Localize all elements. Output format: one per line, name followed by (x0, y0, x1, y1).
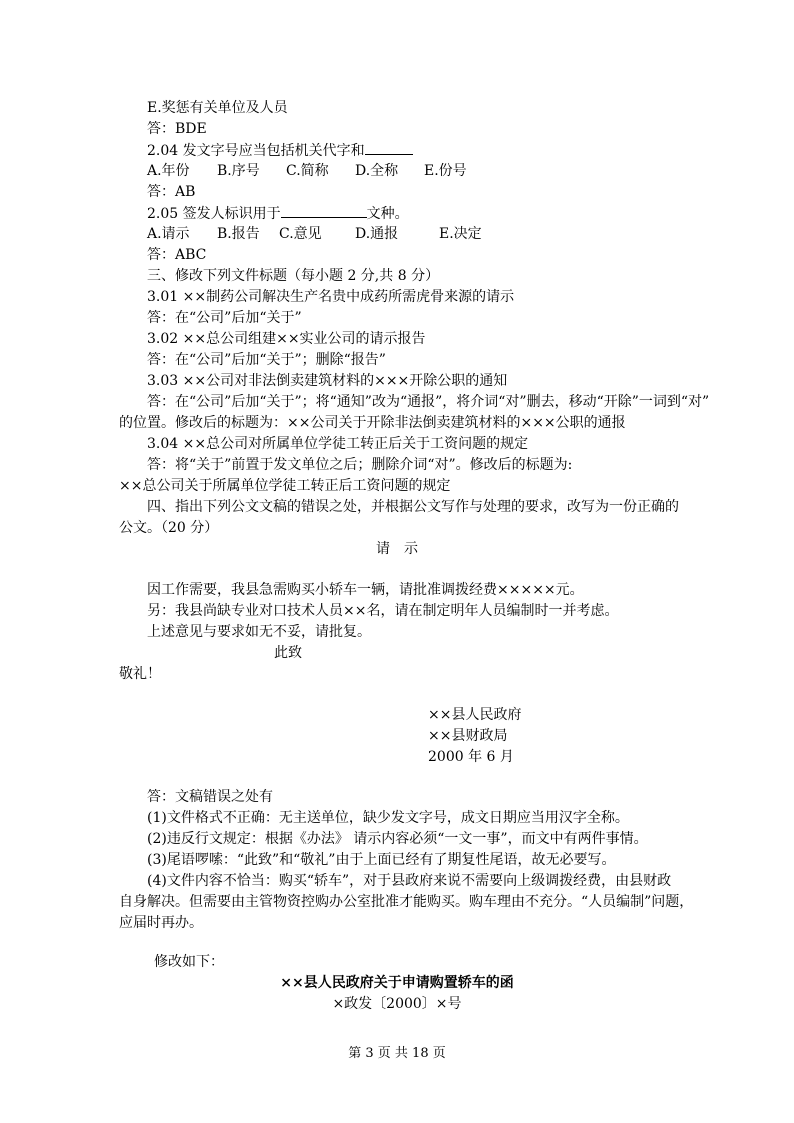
option: C.意见 (279, 226, 322, 242)
answer-abc: 答：ABC (147, 247, 207, 263)
error-4-line3: 应届时再办。 (119, 915, 203, 931)
answer-3-02: 答：在“公司”后加“关于”；删除“报告” (147, 352, 386, 368)
section-3-heading: 三、修改下列文件标题（每小题 2 分,共 8 分） (147, 268, 440, 284)
question-2-05-text: 2.05 签发人标识用于 (147, 206, 281, 222)
question-2-04 (147, 140, 413, 161)
option: B.报告 (217, 226, 260, 242)
section-4-heading-line1: 四、指出下列公文文稿的错误之处，并根据公文写作与处理的要求，改写为一份正确的 (147, 499, 679, 515)
draft-paragraph-2: 另：我县尚缺专业对口技术人员××名，请在制定明年人员编制时一并考虑。 (147, 603, 619, 619)
draft-paragraph-3: 上述意见与要求如无不妥，请批复。 (147, 624, 371, 640)
option: B.序号 (217, 163, 260, 179)
question-3-01: 3.01 ××制药公司解决生产名贵中成药所需虎骨来源的请示 (147, 289, 515, 305)
option: C.简称 (286, 163, 329, 179)
revised-label: 修改如下： (154, 954, 224, 970)
answer-blank (365, 140, 413, 155)
option: D.全称 (355, 163, 399, 179)
revised-title: ××县人民政府关于申请购置轿车的函 (280, 975, 514, 991)
question-3-04: 3.04 ××总公司对所属单位学徒工转正后关于工资问题的规定 (147, 436, 529, 452)
answer-ab: 答：AB (147, 184, 196, 200)
error-1: (1)文件格式不正确：无主送单位，缺少发文字号，成文日期应当用汉字全称。 (147, 810, 629, 826)
draft-date: 2000 年 6 月 (428, 749, 514, 765)
answer-bde: 答：BDE (147, 121, 207, 137)
answer-3-04-line2: ××总公司关于所属单位学徒工转正后工资问题的规定 (119, 478, 451, 494)
section-4-heading-line2: 公文。（20 分） (119, 520, 219, 536)
option: D.通报 (355, 226, 399, 242)
option: E.决定 (439, 226, 482, 242)
option: A.请示 (147, 226, 190, 242)
closing-jingli: 敬礼！ (119, 666, 161, 682)
question-3-02: 3.02 ××总公司组建××实业公司的请示报告 (147, 331, 426, 347)
answer-3-01: 答：在“公司”后加“关于” (147, 310, 302, 326)
question-2-04-text: 2.04 发文字号应当包括机关代字和 (147, 143, 365, 159)
question-3-03: 3.03 ××公司对非法倒卖建筑材料的×××开除公职的通知 (147, 373, 508, 389)
error-3: (3)尾语啰嗦：“此致”和“敬礼”由于上面已经有了期复性尾语，故无必要写。 (147, 852, 616, 868)
answer-3-03-line1: 答：在“公司”后加“关于”；将“通知”改为“通报”，将介词“对”删去，移动“开除”一词到“对” (147, 394, 710, 410)
error-4-line1: (4)文件内容不恰当：购买“轿车”，对于县政府来说不需要向上级调拨经费，由县财政 (147, 873, 672, 889)
option: A.年份 (147, 163, 190, 179)
answer-3-03-line2: 的位置。修改后的标题为：××公司关于开除非法倒卖建筑材料的×××公职的通报 (119, 415, 626, 431)
page-footer: 第 3 页 共 18 页 (348, 1046, 446, 1061)
question-2-05 (147, 203, 409, 224)
question-2-05-suffix: 文种。 (366, 206, 409, 222)
answer-blank (281, 203, 367, 218)
option-e: E.奖惩有关单位及人员 (147, 100, 288, 116)
draft-title: 请 示 (376, 541, 418, 557)
error-4-line2: 自身解决。但需要由主管物资控购办公室批准才能购买。购车理由不充分。“人员编制”问题， (119, 894, 694, 910)
error-2: (2)违反行文规定：根据《办法》 请示内容必须“一文一事”，而文中有两件事情。 (147, 831, 648, 847)
sender-county-government: ××县人民政府 (428, 707, 522, 723)
answer-3-04-line1: 答：将“关于”前置于发文单位之后；删除介词“对”。修改后的标题为: (147, 457, 573, 473)
draft-paragraph-1: 因工作需要，我县急需购买小轿车一辆，请批准调拨经费×××××元。 (147, 582, 584, 598)
sender-finance-bureau: ××县财政局 (428, 728, 508, 744)
revised-document-number: ×政发〔2000〕×号 (332, 996, 462, 1012)
option: E.份号 (424, 163, 467, 179)
answer-intro: 答：文稿错误之处有 (147, 789, 273, 805)
closing-cizhi: 此致 (274, 645, 302, 661)
